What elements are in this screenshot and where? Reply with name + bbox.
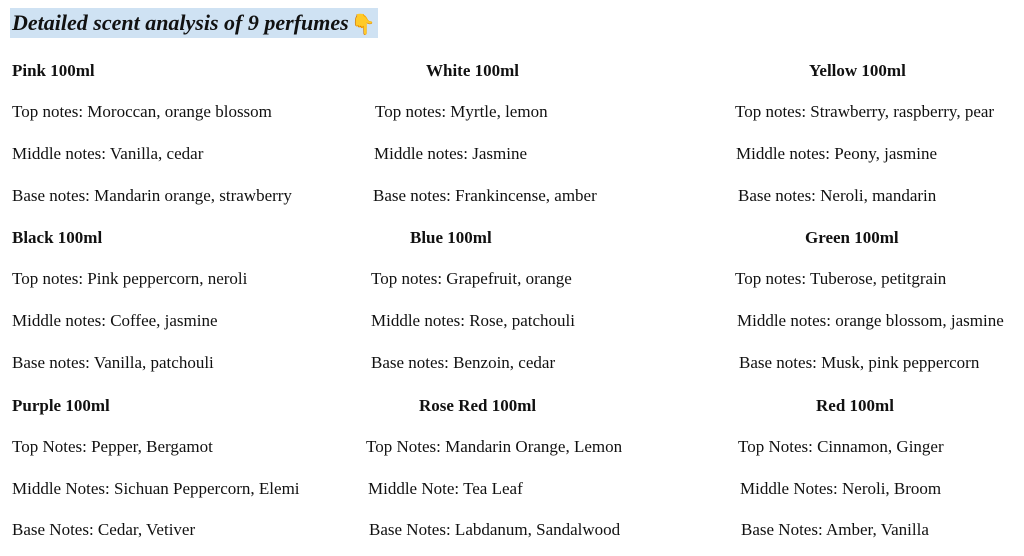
- page-title: [10, 8, 378, 38]
- perfume-middle-notes-white: Middle notes: Jasmine: [374, 144, 527, 163]
- perfume-name-yellow: Yellow 100ml: [809, 61, 906, 80]
- perfume-base-notes-red: Base Notes: Amber, Vanilla: [741, 520, 929, 539]
- perfume-base-notes-black: Base notes: Vanilla, patchouli: [12, 353, 214, 372]
- perfume-name-purple: Purple 100ml: [12, 396, 110, 415]
- perfume-base-notes-pink: Base notes: Mandarin orange, strawberry: [12, 186, 292, 205]
- perfume-top-notes-rose-red: Top Notes: Mandarin Orange, Lemon: [366, 437, 623, 456]
- perfume-top-notes-pink: Top notes: Moroccan, orange blossom: [12, 102, 272, 121]
- page-title-text: Detailed scent analysis of 9 perfumes: [12, 10, 349, 35]
- perfume-middle-notes-pink: Middle notes: Vanilla, cedar: [12, 144, 204, 163]
- perfume-base-notes-rose-red: Base Notes: Labdanum, Sandalwood: [369, 520, 621, 539]
- perfume-top-notes-blue: Top notes: Grapefruit, orange: [371, 269, 572, 288]
- perfume-middle-notes-black: Middle notes: Coffee, jasmine: [12, 311, 218, 330]
- perfume-top-notes-green: Top notes: Tuberose, petitgrain: [735, 269, 947, 288]
- perfume-middle-notes-rose-red: Middle Note: Tea Leaf: [368, 479, 523, 498]
- perfume-top-notes-red: Top Notes: Cinnamon, Ginger: [738, 437, 944, 456]
- perfume-top-notes-white: Top notes: Myrtle, lemon: [375, 102, 548, 121]
- perfume-top-notes-yellow: Top notes: Strawberry, raspberry, pear: [735, 102, 995, 121]
- perfume-name-rose-red: Rose Red 100ml: [419, 396, 537, 415]
- perfume-middle-notes-green: Middle notes: orange blossom, jasmine: [737, 311, 1004, 330]
- perfume-name-red: Red 100ml: [816, 396, 894, 415]
- perfume-base-notes-purple: Base Notes: Cedar, Vetiver: [12, 520, 196, 539]
- perfume-base-notes-yellow: Base notes: Neroli, mandarin: [738, 186, 937, 205]
- perfume-base-notes-white: Base notes: Frankincense, amber: [373, 186, 597, 205]
- perfume-name-white: White 100ml: [426, 61, 520, 80]
- pointing-down-hand-icon: 👇: [350, 14, 376, 36]
- perfume-middle-notes-purple: Middle Notes: Sichuan Peppercorn, Elemi: [12, 479, 300, 498]
- perfume-middle-notes-red: Middle Notes: Neroli, Broom: [740, 479, 942, 498]
- perfume-top-notes-black: Top notes: Pink peppercorn, neroli: [12, 269, 248, 288]
- perfume-middle-notes-blue: Middle notes: Rose, patchouli: [371, 311, 575, 330]
- perfume-top-notes-purple: Top Notes: Pepper, Bergamot: [12, 437, 213, 456]
- perfume-name-black: Black 100ml: [12, 228, 103, 247]
- perfume-base-notes-green: Base notes: Musk, pink peppercorn: [739, 353, 980, 372]
- perfume-name-green: Green 100ml: [805, 228, 899, 247]
- perfume-base-notes-blue: Base notes: Benzoin, cedar: [371, 353, 556, 372]
- perfume-name-blue: Blue 100ml: [410, 228, 492, 247]
- perfume-name-pink: Pink 100ml: [12, 61, 95, 80]
- perfume-middle-notes-yellow: Middle notes: Peony, jasmine: [736, 144, 937, 163]
